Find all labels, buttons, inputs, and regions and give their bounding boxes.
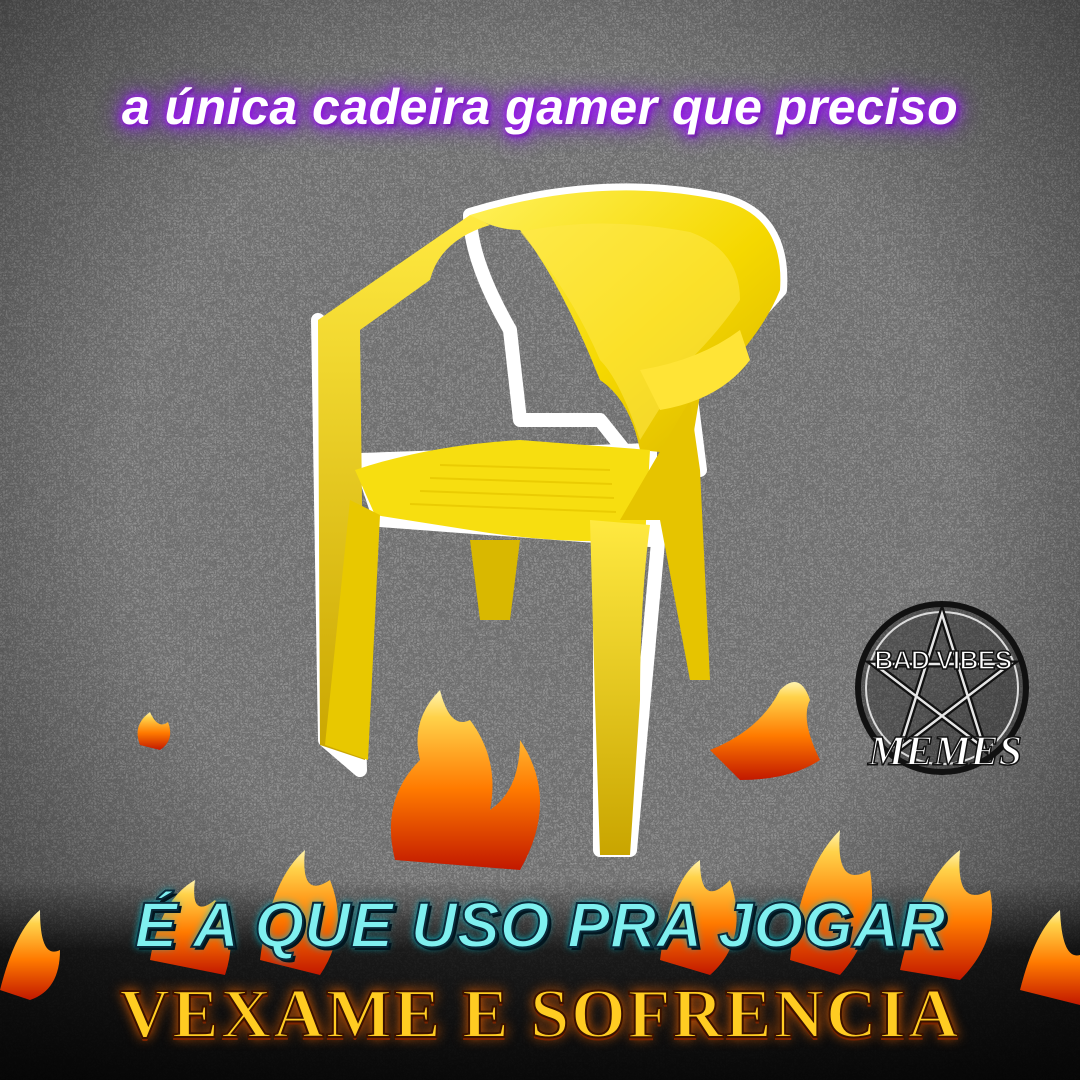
bottom-caption: VEXAME E SOFRENCIA — [119, 976, 961, 1053]
flame-center — [391, 690, 540, 870]
top-caption: a única cadeira gamer que preciso — [121, 79, 959, 135]
flame-right-wisp — [710, 682, 820, 780]
logo-top-text: BAD VIBES — [874, 645, 1012, 675]
middle-caption: É A QUE USO PRA JOGAR — [134, 889, 946, 961]
logo-bottom-text: MEMES — [867, 729, 1023, 775]
flame-small-left — [138, 712, 171, 750]
